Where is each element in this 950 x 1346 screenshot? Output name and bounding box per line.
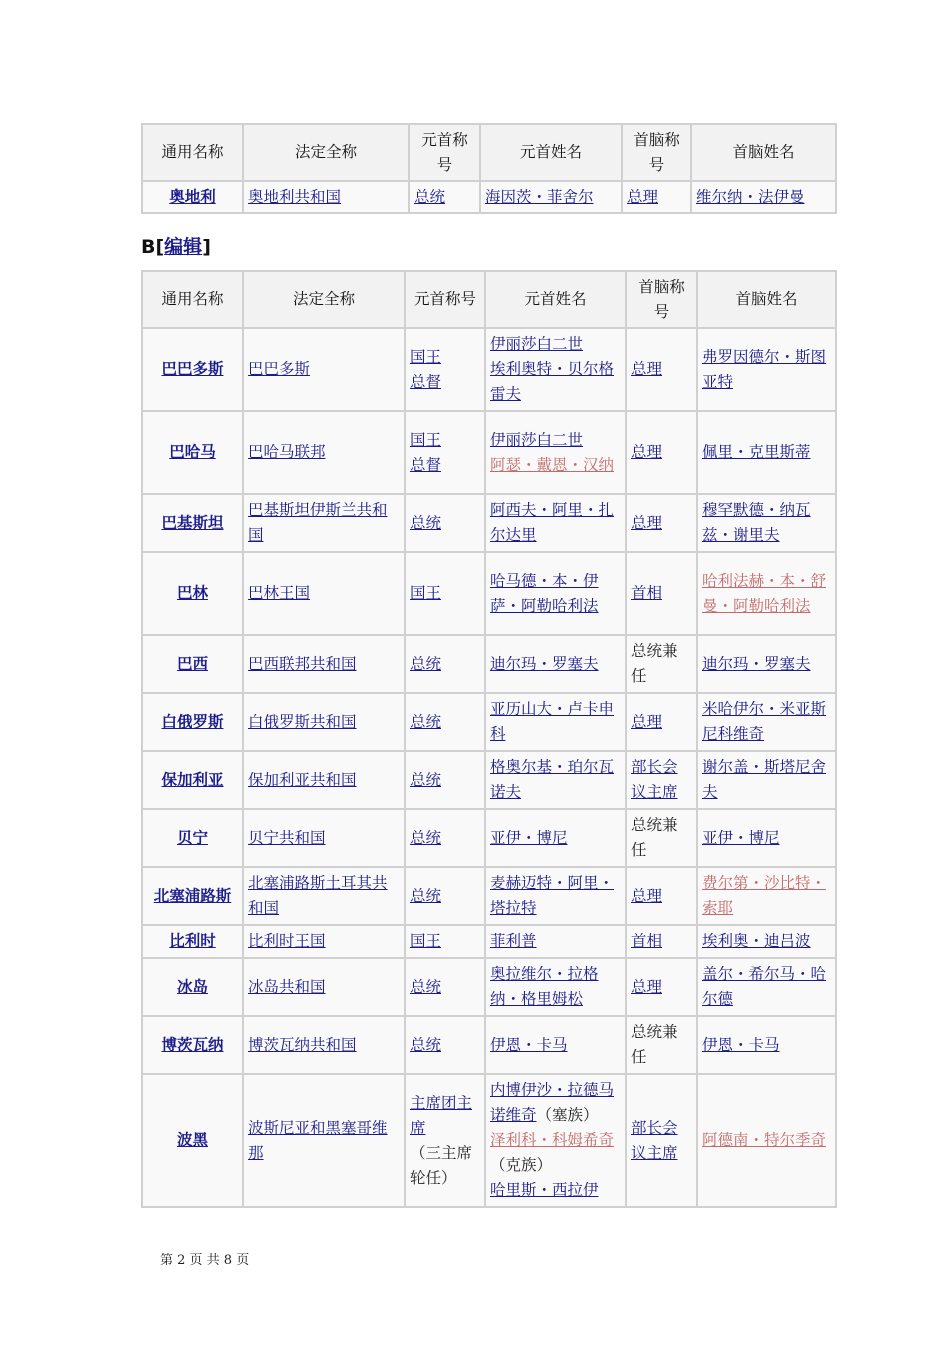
hos-title-link[interactable]: 总统	[410, 712, 442, 731]
table-a	[141, 123, 837, 214]
table-row	[142, 411, 836, 494]
table-row	[142, 1074, 836, 1207]
country-link[interactable]: 比利时	[169, 932, 216, 950]
hog-name-link[interactable]: 亚伊・博尼	[702, 828, 780, 847]
hog-title-link[interactable]: 总理	[631, 513, 663, 532]
hog-name-link[interactable]: 谢尔盖・斯塔尼舍夫	[702, 758, 827, 801]
table-row	[142, 1016, 836, 1074]
hos-title-note: （三主席轮任）	[410, 1143, 473, 1187]
header-hos-name: 元首姓名	[480, 124, 622, 181]
country-link[interactable]: 巴巴多斯	[161, 360, 224, 378]
hog-title-link[interactable]: 部长会议主席	[631, 758, 678, 801]
hos-title-link[interactable]: 总统	[410, 1035, 442, 1054]
hos-name-link[interactable]: 格奥尔基・珀尔瓦诺夫	[490, 758, 615, 801]
country-link[interactable]: 北塞浦路斯	[153, 886, 232, 905]
table-row	[142, 958, 836, 1016]
hos-title-link[interactable]: 总统	[414, 187, 446, 206]
hog-title-link[interactable]: 总理	[631, 443, 663, 461]
country-link[interactable]: 贝宁	[176, 828, 208, 847]
hos-name-link[interactable]: 伊丽莎白二世	[490, 430, 584, 449]
table-b-header-row	[142, 271, 836, 328]
country-link[interactable]: 冰岛	[176, 977, 208, 996]
section-letter: B	[141, 236, 156, 258]
header-hog-name: 首脑姓名	[691, 124, 836, 181]
hos-title-link[interactable]: 国王	[410, 347, 442, 366]
hos-name-link[interactable]: 麦赫迈特・阿里・塔拉特	[490, 874, 615, 917]
hog-name-link[interactable]: 弗罗因德尔・斯图亚特	[702, 347, 827, 391]
hos-title-link[interactable]: 总统	[410, 513, 442, 532]
hog-name-link[interactable]: 盖尔・希尔马・哈尔德	[702, 965, 827, 1008]
table-row	[142, 925, 836, 958]
hog-title-link[interactable]: 部长会议主席	[631, 1118, 678, 1162]
hos-title-link[interactable]: 总督	[410, 455, 442, 474]
country-link[interactable]: 巴基斯坦	[161, 513, 224, 532]
header-hog-title: 首脑称号	[626, 271, 697, 328]
official-name-link[interactable]: 博茨瓦纳共和国	[248, 1035, 357, 1054]
hos-name-link[interactable]: 内博伊沙・拉德马诺维奇	[490, 1081, 615, 1124]
official-name-link[interactable]: 贝宁共和国	[248, 828, 326, 847]
header-common-name: 通用名称	[142, 271, 243, 328]
header-hos-title: 元首称号	[405, 271, 485, 328]
official-name-link[interactable]: 冰岛共和国	[248, 977, 326, 996]
table-row	[142, 552, 836, 635]
official-name-link[interactable]: 白俄罗斯共和国	[248, 712, 357, 731]
official-name-link[interactable]: 保加利亚共和国	[248, 770, 357, 789]
hos-title-link[interactable]: 总统	[410, 828, 442, 847]
hos-name-link[interactable]: 伊丽莎白二世	[490, 335, 584, 353]
hos-name-link[interactable]: 阿瑟・戴恩・汉纳	[490, 455, 615, 474]
hos-name-link[interactable]: 菲利普	[490, 932, 537, 950]
official-name-link[interactable]: 北塞浦路斯土耳其共和国	[248, 874, 388, 917]
hog-name-link[interactable]: 哈利法赫・本・舒曼・阿勒哈利法	[702, 571, 827, 615]
official-name-link[interactable]: 巴巴多斯	[248, 360, 311, 378]
table-row	[142, 867, 836, 925]
hos-title-link[interactable]: 总督	[410, 372, 442, 391]
hog-title-text: 总统兼任	[631, 1023, 678, 1066]
hog-title-link[interactable]: 首相	[631, 932, 663, 950]
header-official-name: 法定全称	[243, 271, 405, 328]
country-link[interactable]: 保加利亚	[161, 770, 224, 789]
table-row	[142, 693, 836, 751]
header-hog-name: 首脑姓名	[697, 271, 836, 328]
country-link[interactable]: 奥地利	[169, 187, 216, 206]
hog-name-link[interactable]: 维尔纳・法伊曼	[696, 187, 805, 206]
header-hog-title: 首脑称号	[622, 124, 691, 181]
header-hos-title: 元首称号	[409, 124, 480, 181]
country-link[interactable]: 博茨瓦纳	[161, 1035, 224, 1054]
hos-name-note: （克族）	[490, 1156, 553, 1174]
hos-name-link[interactable]: 阿西夫・阿里・扎尔达里	[490, 501, 615, 544]
hos-name-link[interactable]: 埃利奥特・贝尔格雷夫	[490, 360, 615, 403]
official-name-link[interactable]: 比利时王国	[248, 932, 326, 950]
hog-name-link[interactable]: 埃利奥・迪吕波	[702, 932, 811, 950]
hog-name-link[interactable]: 佩里・克里斯蒂	[702, 443, 811, 461]
table-row	[142, 751, 836, 809]
country-link[interactable]: 巴林	[176, 584, 208, 602]
hos-name-link[interactable]: 哈马德・本・伊萨・阿勒哈利法	[490, 571, 599, 615]
hog-name-link[interactable]: 费尔第・沙比特・索耶	[702, 874, 827, 917]
table-row	[142, 635, 836, 693]
header-hos-name: 元首姓名	[485, 271, 626, 328]
hog-title-link[interactable]: 总理	[631, 886, 663, 905]
hos-title-link[interactable]: 主席团主席	[410, 1093, 473, 1137]
official-name-link[interactable]: 巴西联邦共和国	[248, 654, 357, 673]
page-footer: 第 2 页 共 8 页	[160, 1253, 250, 1268]
header-common-name: 通用名称	[142, 124, 243, 181]
hos-name-link[interactable]: 亚历山大・卢卡申科	[490, 700, 615, 743]
country-link[interactable]: 白俄罗斯	[161, 712, 224, 731]
hos-name-link[interactable]: 迪尔玛・罗塞夫	[490, 654, 599, 673]
hos-title-link[interactable]: 总统	[410, 886, 442, 905]
hos-name-link[interactable]: 哈里斯・西拉伊	[490, 1181, 599, 1199]
hos-title-link[interactable]: 总统	[410, 770, 442, 789]
hog-title-link[interactable]: 总理	[631, 712, 663, 731]
hog-title-text: 总统兼任	[631, 816, 678, 859]
hog-title-text: 总统兼任	[631, 642, 678, 685]
hog-name-link[interactable]: 穆罕默德・纳瓦兹・谢里夫	[702, 501, 811, 544]
edit-link[interactable]: 编辑	[164, 236, 203, 258]
hos-title-link[interactable]: 国王	[410, 584, 442, 602]
hos-title-link[interactable]: 总统	[410, 977, 442, 996]
table-row	[142, 809, 836, 867]
hos-title-link[interactable]: 总统	[410, 654, 442, 673]
table-row	[142, 494, 836, 552]
hog-title-link[interactable]: 总理	[627, 187, 659, 206]
hos-name-link[interactable]: 海因茨・菲舍尔	[485, 187, 594, 206]
hos-title-link[interactable]: 国王	[410, 932, 442, 950]
hog-name-link[interactable]: 伊恩・卡马	[702, 1035, 780, 1054]
hos-name-note: （塞族）	[536, 1106, 599, 1124]
hos-name-link[interactable]: 泽利科・科姆希奇	[490, 1131, 615, 1149]
country-link[interactable]: 巴哈马	[169, 443, 216, 461]
hos-name-link[interactable]: 奥拉维尔・拉格纳・格里姆松	[490, 965, 599, 1008]
country-link[interactable]: 巴西	[176, 654, 208, 673]
table-a-header-row	[142, 124, 836, 181]
hog-name-link[interactable]: 米哈伊尔・米亚斯尼科维奇	[702, 700, 827, 743]
table-b	[141, 270, 837, 1208]
official-name-link[interactable]: 巴林王国	[248, 584, 311, 602]
header-official-name: 法定全称	[243, 124, 409, 181]
table-row	[142, 181, 836, 213]
official-name-link[interactable]: 波斯尼亚和黑塞哥维那	[248, 1118, 388, 1162]
section-heading-b: B[编辑]	[141, 236, 211, 258]
hog-title-link[interactable]: 首相	[631, 584, 663, 602]
official-name-link[interactable]: 巴哈马联邦	[248, 443, 326, 461]
hog-name-link[interactable]: 阿德南・特尔季奇	[702, 1131, 827, 1149]
table-row	[142, 328, 836, 411]
hos-name-link[interactable]: 伊恩・卡马	[490, 1035, 568, 1054]
hos-name-link[interactable]: 亚伊・博尼	[490, 828, 568, 847]
hog-title-link[interactable]: 总理	[631, 977, 663, 996]
official-name-link[interactable]: 巴基斯坦伊斯兰共和国	[248, 501, 388, 544]
hog-name-link[interactable]: 迪尔玛・罗塞夫	[702, 654, 811, 673]
official-name-link[interactable]: 奥地利共和国	[248, 187, 342, 206]
hos-title-link[interactable]: 国王	[410, 430, 442, 449]
hog-title-link[interactable]: 总理	[631, 360, 663, 378]
country-link[interactable]: 波黑	[176, 1131, 208, 1149]
